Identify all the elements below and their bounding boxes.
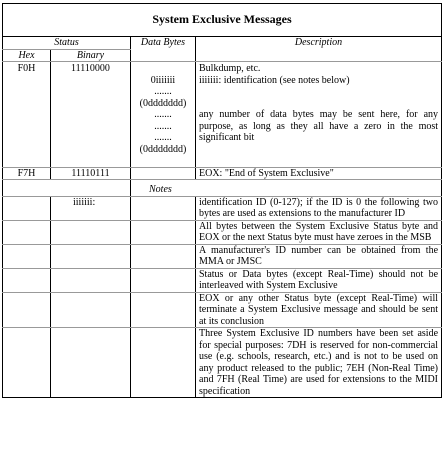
note-empty [131, 328, 196, 398]
note-empty [131, 220, 196, 244]
row-description: EOX: "End of System Exclusive" [196, 167, 442, 180]
table-row [3, 62, 442, 168]
notes-heading-spacer [3, 180, 131, 197]
note-row [3, 328, 442, 398]
row-data-bytes [131, 167, 196, 180]
header-description: Description [196, 37, 442, 62]
note-empty [3, 328, 51, 398]
description-paragraph: any number of data bytes may be sent here, for any purpose, as long as they all have a zero in the most significant bit [199, 109, 439, 143]
note-text: identification ID (0-127); if the ID is 0 the following two bytes are used as extensions to the manufacturer ID [196, 196, 442, 220]
note-row [3, 292, 442, 328]
note-empty [3, 196, 51, 220]
sysex-table [2, 3, 442, 398]
note-empty [131, 292, 196, 328]
data-byte-line: ....... [154, 109, 172, 120]
row-binary: 11110000 [51, 62, 131, 168]
note-label [51, 220, 131, 244]
note-label: iiiiiii: [51, 196, 131, 220]
note-row [3, 268, 442, 292]
row-binary: 11110111 [51, 167, 131, 180]
note-empty [3, 220, 51, 244]
data-byte-line: ....... [154, 120, 172, 132]
data-byte-line [134, 63, 192, 75]
note-label [51, 268, 131, 292]
header-binary: Binary [51, 49, 131, 62]
note-text: A manufacturer's ID number can be obtained from the MMA or JMSC [196, 244, 442, 268]
note-row [3, 220, 442, 244]
note-row [3, 196, 442, 220]
note-text: All bytes between the System Exclusive Status byte and EOX or the next Status byte must have zeroes in the MSB [196, 220, 442, 244]
notes-heading-row [3, 180, 442, 197]
data-byte-line: ....... [154, 132, 172, 143]
notes-heading: Notes [131, 180, 442, 197]
data-byte-line: 0iiiiiii [150, 74, 176, 86]
note-label [51, 328, 131, 398]
note-empty [3, 268, 51, 292]
table-row [3, 167, 442, 180]
description-spacer [199, 86, 438, 109]
data-byte-line: (0ddddddd) [139, 97, 187, 109]
data-byte-line: ....... [154, 86, 172, 97]
note-empty [131, 196, 196, 220]
row-hex: F7H [3, 167, 51, 180]
description-line: Bulkdump, etc. [199, 63, 261, 74]
note-label [51, 292, 131, 328]
note-empty [131, 268, 196, 292]
note-label [51, 244, 131, 268]
note-empty [131, 244, 196, 268]
row-hex: F0H [3, 62, 51, 168]
row-description [196, 62, 442, 168]
header-data-bytes: Data Bytes [131, 37, 196, 62]
note-text: Status or Data bytes (except Real-Time) should not be interleaved with System Exclusive [196, 268, 442, 292]
note-text: Three System Exclusive ID numbers have been set aside for special purposes: 7DH is reserved for non-commercial use (e.g. schools, research, etc.) and is not to be used on any product released to the public; 7EH (Non-Real Time) and 7FH (Real Time) are used for extensions to the MIDI specification [196, 328, 442, 398]
header-hex: Hex [3, 49, 51, 62]
description-line: iiiiiii: identification (see notes below) [199, 74, 350, 86]
data-byte-line: (0ddddddd) [139, 143, 187, 155]
note-empty [3, 292, 51, 328]
note-empty [3, 244, 51, 268]
description-spacer [199, 144, 438, 167]
note-row [3, 244, 442, 268]
header-status: Status [3, 37, 131, 50]
table-title: System Exclusive Messages [3, 4, 442, 37]
row-data-bytes [131, 62, 196, 168]
note-text: EOX or any other Status byte (except Real-Time) will terminate a System Exclusive message and should be sent at its conclusion [196, 292, 442, 328]
